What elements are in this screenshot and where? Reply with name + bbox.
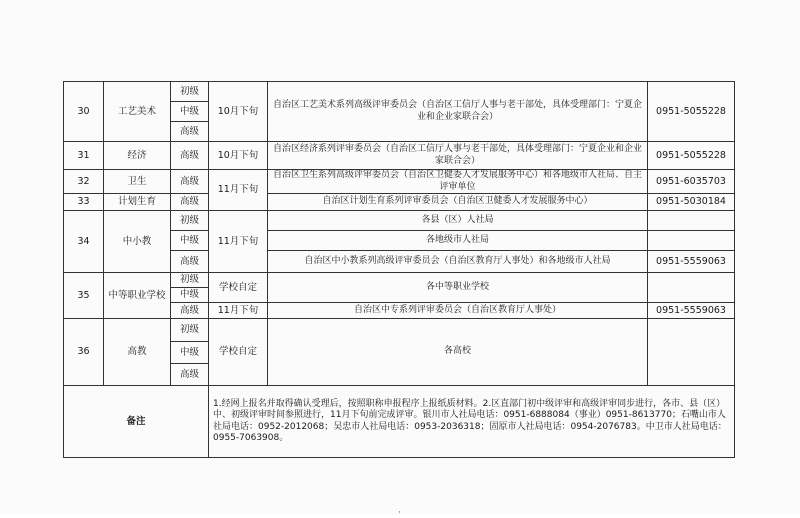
category-cell: 高教 <box>104 319 171 386</box>
phone-cell <box>648 319 735 386</box>
row-number: 36 <box>64 319 104 386</box>
level-cell: 中级 <box>171 102 209 122</box>
row-number: 30 <box>64 82 104 142</box>
row-number: 31 <box>64 142 104 170</box>
level-cell: 中级 <box>171 231 209 251</box>
table-row <box>64 142 735 170</box>
row-number: 33 <box>64 194 104 211</box>
time-cell: 11月下旬 <box>209 211 268 273</box>
level-cell: 高级 <box>171 364 209 386</box>
phone-cell: 0951-5030184 <box>648 194 735 211</box>
org-cell: 自治区经济系列评审委员会（自治区工信厅人事与老干部处，具体受理部门：宁夏企业和企业家联合会） <box>268 142 648 170</box>
time-cell: 11月下旬 <box>209 170 268 211</box>
phone-cell <box>648 211 735 231</box>
schedule-table <box>63 81 735 458</box>
category-cell: 工艺美术 <box>104 82 171 142</box>
level-cell: 初级 <box>171 273 209 288</box>
note-text: 1.经网上报名并取得确认受理后，按照职称申报程序上报纸质材料。2.区直部门初中级评审和高级评审同步进行，各市、县（区）中、初级评审时间参照进行，11月下旬前完成评审。银川市人社局电话：0951-6888084（事业）0951-8613770；石嘴山市人社局电话：0952-2012068；吴忠市人社局电话：0953-2036318；固原市人社局电话：0954-2076783。中卫市人社局电话：0955-7063908。 <box>209 386 735 458</box>
org-cell: 各地级市人社局 <box>268 231 648 251</box>
row-number: 35 <box>64 273 104 319</box>
row-number: 32 <box>64 170 104 194</box>
org-cell: 各中等职业学校 <box>268 273 648 303</box>
level-cell: 初级 <box>171 319 209 342</box>
category-cell: 中小教 <box>104 211 171 273</box>
table-row <box>64 273 735 288</box>
category-cell: 卫生 <box>104 170 171 194</box>
level-cell: 初级 <box>171 211 209 231</box>
time-cell: 11月下旬 <box>209 303 268 319</box>
org-cell: 自治区卫生系列高级评审委员会（自治区卫健委人才发展服务中心）和各地级市人社局、自主评审单位 <box>268 170 648 194</box>
phone-cell: 0951-5559063 <box>648 251 735 273</box>
table-row <box>64 170 735 194</box>
level-cell: 高级 <box>171 170 209 194</box>
level-cell: 中级 <box>171 342 209 364</box>
level-cell: 高级 <box>171 251 209 273</box>
org-cell: 自治区中小教系列高级评审委员会（自治区教育厅人事处）和各地级市人社局 <box>268 251 648 273</box>
scan-mark: · <box>398 508 401 518</box>
org-cell: 自治区工艺美术系列高级评审委员会（自治区工信厅人事与老干部处，具体受理部门：宁夏企业和企业家联合会） <box>268 82 648 142</box>
phone-cell <box>648 273 735 303</box>
phone-cell: 0951-5055228 <box>648 142 735 170</box>
time-cell: 学校自定 <box>209 273 268 303</box>
table-row <box>64 194 735 211</box>
level-cell: 高级 <box>171 303 209 319</box>
category-cell: 中等职业学校 <box>104 273 171 319</box>
phone-cell: 0951-5559063 <box>648 303 735 319</box>
level-cell: 高级 <box>171 122 209 142</box>
level-cell: 高级 <box>171 194 209 211</box>
phone-cell: 0951-6035703 <box>648 170 735 194</box>
org-cell: 各县（区）人社局 <box>268 211 648 231</box>
phone-cell: 0951-5055228 <box>648 82 735 142</box>
time-cell: 学校自定 <box>209 319 268 386</box>
category-cell: 经济 <box>104 142 171 170</box>
time-cell: 10月下旬 <box>209 82 268 142</box>
level-cell: 初级 <box>171 82 209 102</box>
phone-cell <box>648 231 735 251</box>
table-row <box>64 82 735 102</box>
note-row <box>64 386 735 458</box>
level-cell: 中级 <box>171 288 209 303</box>
level-cell: 高级 <box>171 142 209 170</box>
table-row <box>64 211 735 231</box>
time-cell: 10月下旬 <box>209 142 268 170</box>
row-number: 34 <box>64 211 104 273</box>
note-label: 备注 <box>64 386 209 458</box>
table-row <box>64 319 735 342</box>
category-cell: 计划生育 <box>104 194 171 211</box>
org-cell: 自治区中专系列评审委员会（自治区教育厅人事处） <box>268 303 648 319</box>
org-cell: 各高校 <box>268 319 648 386</box>
org-cell: 自治区计划生育系列评审委员会（自治区卫健委人才发展服务中心） <box>268 194 648 211</box>
